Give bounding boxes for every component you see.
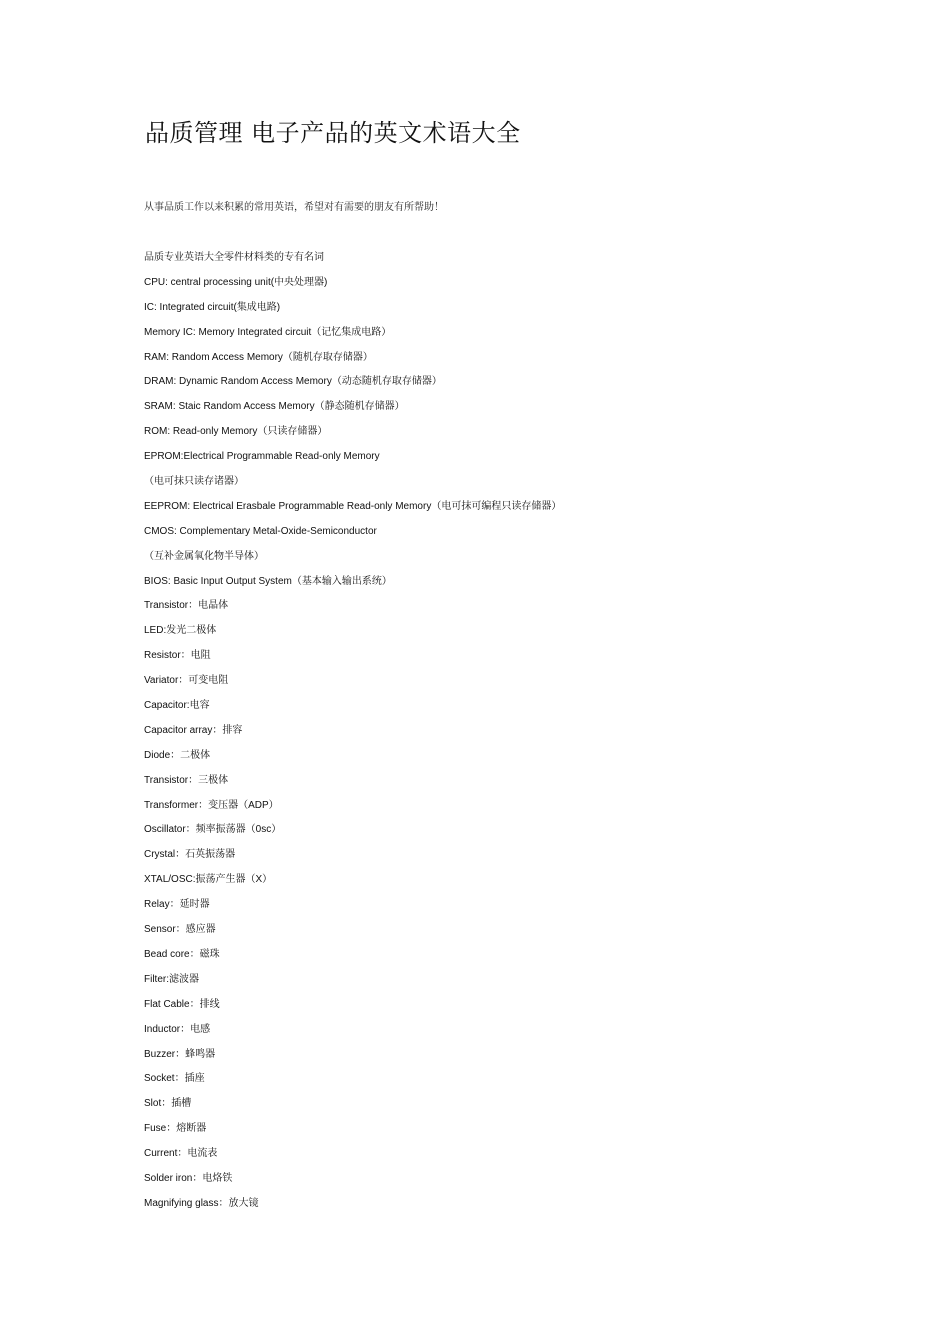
document-title: 品质管理 电子产品的英文术语大全 xyxy=(145,119,521,147)
term-line: Current：电流表 xyxy=(144,1148,218,1160)
term-line: DRAM: Dynamic Random Access Memory（动态随机存取存储器） xyxy=(144,376,442,388)
term-line: Bead core：磁珠 xyxy=(144,948,220,960)
term-line: Flat Cable：排线 xyxy=(144,998,220,1010)
term-line: Fuse：熔断器 xyxy=(144,1123,207,1135)
term-line: Transistor：三极体 xyxy=(144,774,229,786)
term-line: Transformer：变压器（ADP） xyxy=(144,799,279,811)
term-line: XTAL/OSC:振荡产生器（X） xyxy=(144,874,273,886)
term-line: Diode：二极体 xyxy=(144,749,211,761)
term-line: EEPROM: Electrical Erasbale Programmable Read-only Memory（电可抹可编程只读存储器） xyxy=(144,500,562,512)
term-list xyxy=(144,249,561,1220)
term-line: Socket：插座 xyxy=(144,1073,205,1085)
term-line: Crystal：石英振荡器 xyxy=(144,849,236,861)
term-line: 品质专业英语大全零件材料类的专有名词 xyxy=(144,252,324,263)
term-line: Resistor：电阻 xyxy=(144,650,211,662)
term-line: Transistor：电晶体 xyxy=(144,600,229,612)
term-line: Relay：延时器 xyxy=(144,899,210,911)
term-line: （互补金属氧化物半导体） xyxy=(144,550,264,562)
term-line: Oscillator：频率振荡器（0sc） xyxy=(144,824,282,836)
term-line: Buzzer：蜂鸣器 xyxy=(144,1048,216,1060)
term-line: Capacitor array：排容 xyxy=(144,724,243,736)
term-line: EPROM:Electrical Programmable Read-only Memory xyxy=(144,451,380,463)
term-line: LED:发光二极体 xyxy=(144,625,217,637)
term-line: Magnifying glass：放大镜 xyxy=(144,1197,259,1209)
term-line: （电可抹只读存诸器） xyxy=(144,476,244,488)
term-line: CMOS: Complementary Metal-Oxide-Semiconductor xyxy=(144,525,377,537)
term-line: Memory IC: Memory Integrated circuit（记忆集成电路） xyxy=(144,326,392,338)
term-line: Inductor：电感 xyxy=(144,1023,211,1035)
term-line: Variator：可变电阻 xyxy=(144,675,229,687)
term-line: Capacitor:电容 xyxy=(144,700,210,712)
term-line: RAM: Random Access Memory（随机存取存储器） xyxy=(144,351,373,363)
term-line: Filter:滤波器 xyxy=(144,973,199,985)
term-line: SRAM: Staic Random Access Memory（静态随机存储器） xyxy=(144,401,405,413)
term-line: Solder iron：电烙铁 xyxy=(144,1172,233,1184)
term-line: ROM: Read-only Memory（只读存储器） xyxy=(144,426,328,438)
intro-paragraph: 从事品质工作以来积累的常用英语，希望对有需要的朋友有所帮助！ xyxy=(144,202,444,213)
term-line: CPU: central processing unit(中央处理器) xyxy=(144,276,328,288)
term-line: BIOS: Basic Input Output System（基本输入输出系统） xyxy=(144,575,392,587)
term-line: Slot：插槽 xyxy=(144,1098,192,1110)
term-line: Sensor：感应器 xyxy=(144,924,216,936)
term-line: IC: Integrated circuit(集成电路) xyxy=(144,301,281,313)
